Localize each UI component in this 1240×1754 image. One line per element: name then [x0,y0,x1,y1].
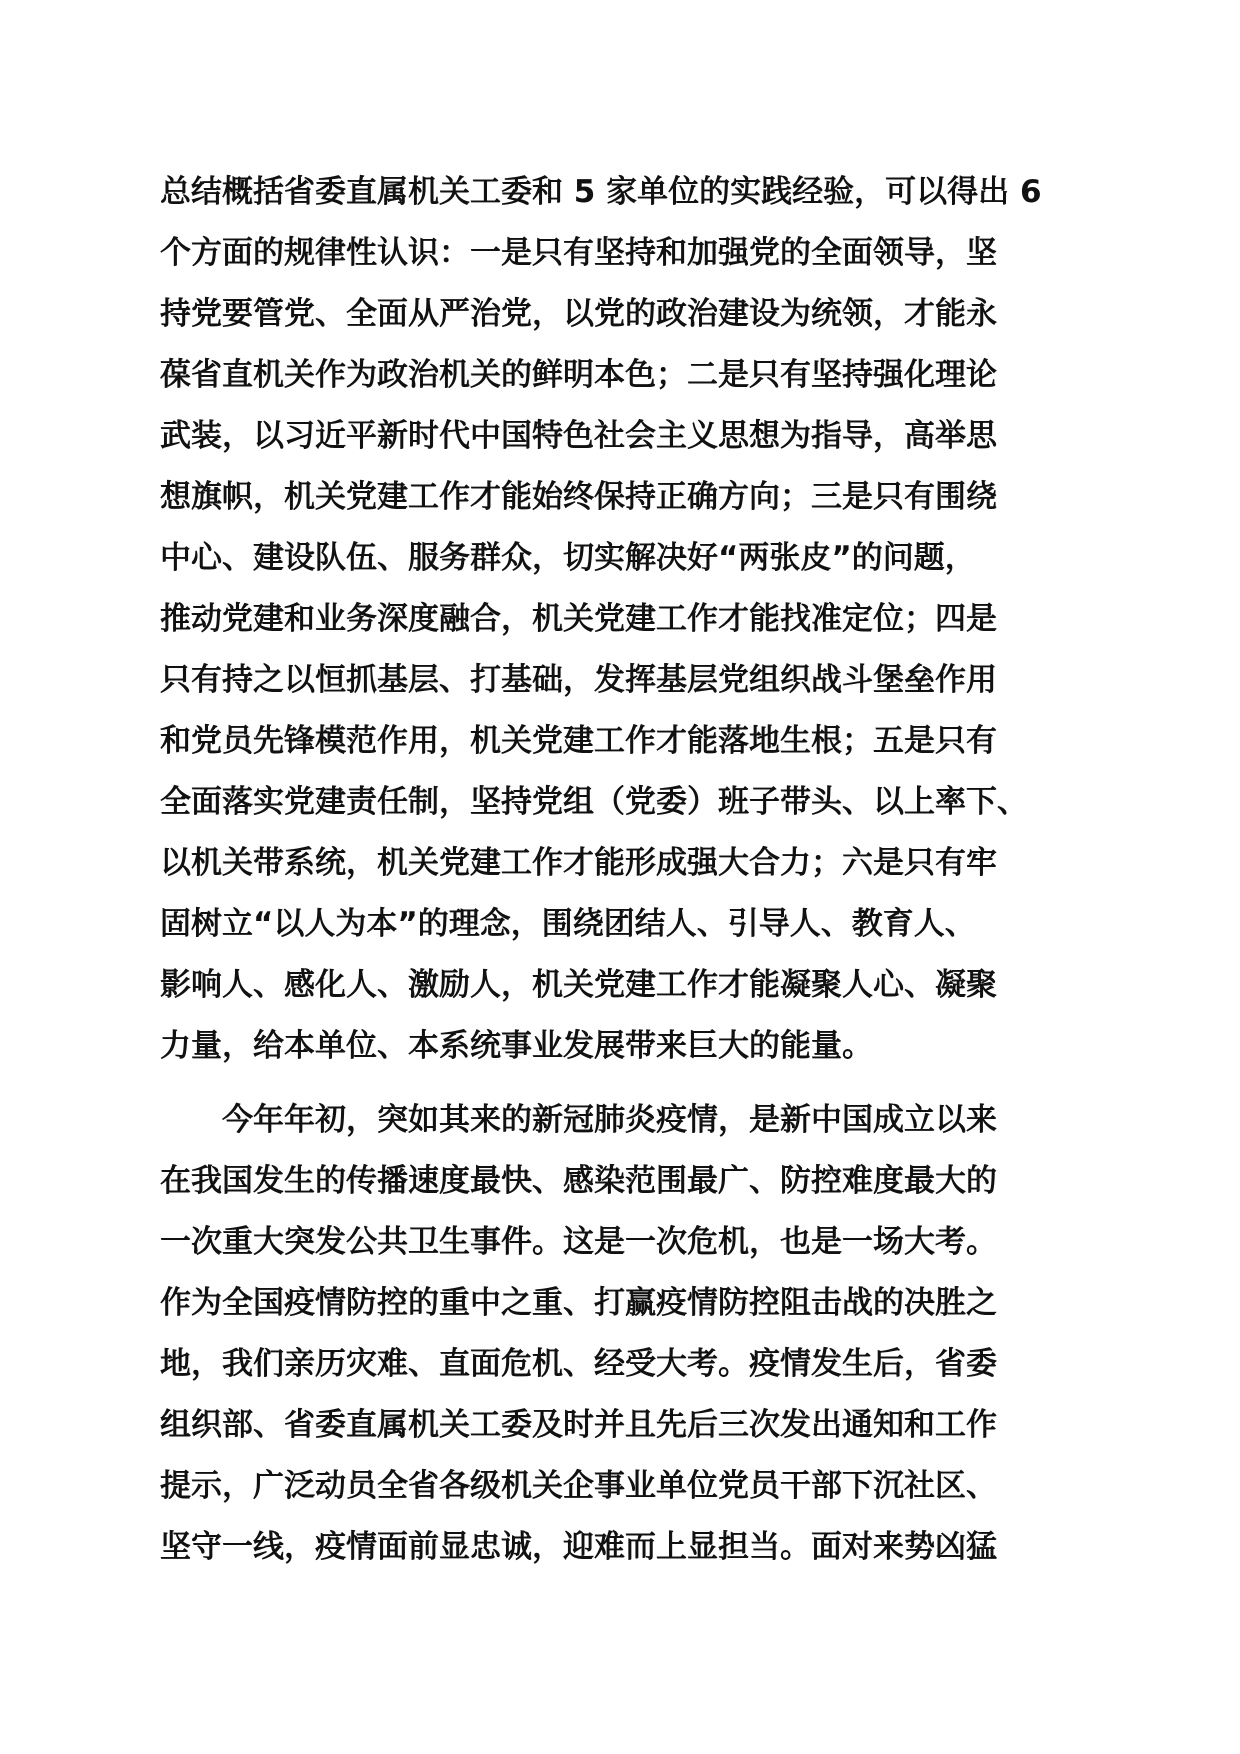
text-line: 今年年初，突如其来的新冠肺炎疫情，是新中国成立以来 [222,1102,997,1138]
text-line: 在我国发生的传播速度最快、感染范围最广、防控难度最大的 [160,1163,997,1199]
text-line: 地，我们亲历灾难、直面危机、经受大考。疫情发生后，省委 [160,1346,997,1382]
text-line: 全面落实党建责任制，坚持党组（党委）班子带头、以上率下、 [160,784,1028,820]
text-line: 影响人、感化人、激励人，机关党建工作才能凝聚人心、凝聚 [160,967,997,1003]
text-line: 武装，以习近平新时代中国特色社会主义思想为指导，高举思 [160,418,997,454]
text-line: 一次重大突发公共卫生事件。这是一次危机，也是一场大考。 [160,1224,997,1260]
text-line: 想旗帜，机关党建工作才能始终保持正确方向；三是只有围绕 [160,479,997,515]
text-line: 个方面的规律性认识：一是只有坚持和加强党的全面领导，坚 [160,235,997,271]
text-line: 力量，给本单位、本系统事业发展带来巨大的能量。 [160,1028,873,1064]
text-line: 组织部、省委直属机关工委及时并且先后三次发出通知和工作 [160,1407,997,1443]
paragraph-1 [160,162,1100,1077]
text-line: 只有持之以恒抓基层、打基础，发挥基层党组织战斗堡垒作用 [160,662,997,698]
text-line: 和党员先锋模范作用，机关党建工作才能落地生根；五是只有 [160,723,997,759]
text-line: 以机关带系统，机关党建工作才能形成强大合力；六是只有牢 [160,845,997,881]
text-line: 提示，广泛动员全省各级机关企事业单位党员干部下沉社区、 [160,1468,997,1504]
paragraph-2 [160,1090,1100,1578]
text-line: 推动党建和业务深度融合，机关党建工作才能找准定位；四是 [160,601,997,637]
text-line: 持党要管党、全面从严治党，以党的政治建设为统领，才能永 [160,296,997,332]
text-line: 作为全国疫情防控的重中之重、打赢疫情防控阻击战的决胜之 [160,1285,997,1321]
text-line: 总结概括省委直属机关工委和 5 家单位的实践经验，可以得出 6 [160,174,1042,210]
text-line: 固树立“以人为本”的理念，围绕团结人、引导人、教育人、 [160,906,976,942]
text-line: 坚守一线，疫情面前显忠诚，迎难而上显担当。面对来势凶猛 [160,1529,997,1565]
text-line: 中心、建设队伍、服务群众，切实解决好“两张皮”的问题， [160,540,976,576]
text-line: 葆省直机关作为政治机关的鲜明本色；二是只有坚持强化理论 [160,357,997,393]
